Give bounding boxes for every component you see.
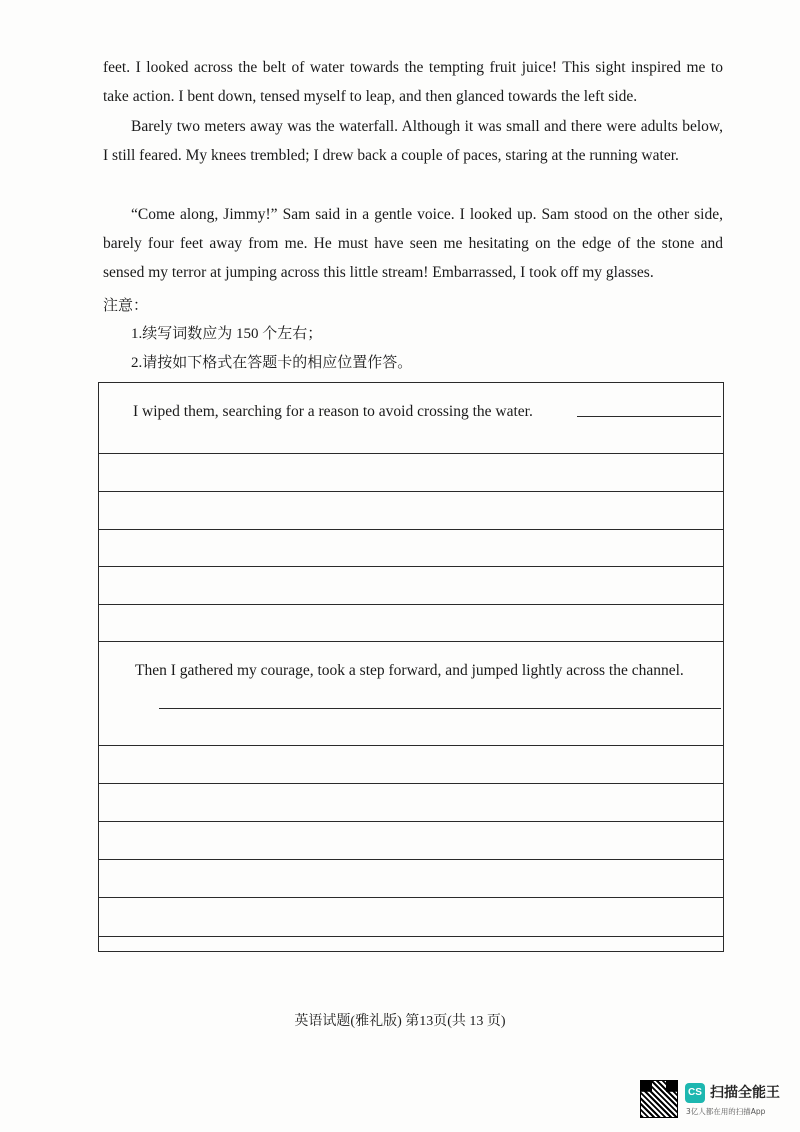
scanner-slogan: 3亿人都在用的扫描App [686, 1107, 766, 1116]
writing-line[interactable] [99, 453, 723, 454]
writing-line[interactable] [99, 566, 723, 567]
passage-paragraph-1: feet. I looked across the belt of water towards the tempting fruit juice! This sight inspired me to take action. I bent down, tensed myself to leap, and then glanced towards the left side. [103, 59, 723, 105]
writing-line[interactable] [99, 897, 723, 898]
writing-line[interactable] [99, 859, 723, 860]
continuation-start-1: I wiped them, searching for a reason to avoid crossing the water. [133, 403, 533, 420]
writing-line[interactable] [99, 604, 723, 605]
writing-line[interactable] [99, 936, 723, 937]
answer-box [98, 382, 724, 952]
section-divider [99, 641, 723, 642]
writing-line[interactable] [99, 491, 723, 492]
qr-code-icon [640, 1080, 678, 1118]
writing-line[interactable] [159, 708, 721, 709]
writing-line[interactable] [577, 416, 721, 417]
writing-line[interactable] [99, 783, 723, 784]
note-item-2: 2.请按如下格式在答题卡的相应位置作答。 [131, 355, 413, 371]
notes-title: 注意： [103, 298, 149, 314]
note-item-1: 1.续写词数应为 150 个左右； [131, 326, 323, 342]
writing-line[interactable] [99, 529, 723, 530]
page-footer: 英语试题(雅礼版) 第13页(共 13 页) [294, 1014, 506, 1029]
camscanner-logo-icon: CS [685, 1083, 705, 1103]
passage-paragraph-3: “Come along, Jimmy!” Sam said in a gentle voice. I looked up. Sam stood on the other side, barely four feet away from me. He must have seen me hesitating on the edge of the stone and sensed my terror at jumping across this little stream! Embarrassed, I took off my glasses. [103, 206, 723, 281]
scanner-watermark [640, 1080, 790, 1120]
passage-paragraph-2: Barely two meters away was the waterfall. Although it was small and there were adults below, I still feared. My knees trembled; I drew back a couple of paces, staring at the running water. [103, 118, 723, 164]
writing-line[interactable] [99, 821, 723, 822]
scanner-app-name: 扫描全能王 [710, 1085, 780, 1101]
continuation-start-2: Then I gathered my courage, took a step forward, and jumped lightly across the channel. [135, 662, 684, 679]
writing-line[interactable] [99, 745, 723, 746]
